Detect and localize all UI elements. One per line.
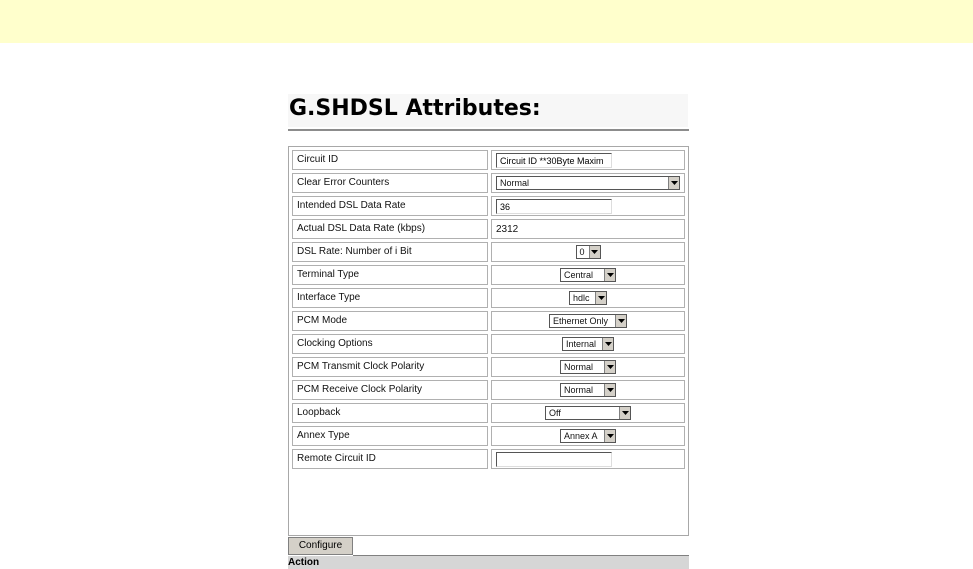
action-section-header: Action — [288, 556, 689, 569]
row-intended-dsl-data-rate — [292, 196, 685, 216]
chevron-down-icon[interactable] — [668, 177, 679, 189]
pcm-mode-value: Ethernet Only — [553, 316, 609, 326]
chevron-down-icon[interactable] — [602, 338, 613, 350]
intended-dsl-data-rate-input[interactable]: 36 — [496, 199, 612, 214]
loopback-value: Off — [549, 408, 561, 418]
row-pcm-transmit-clock-polarity — [292, 357, 685, 377]
interface-type-select[interactable] — [569, 291, 607, 305]
clear-error-counters-select[interactable] — [496, 176, 680, 190]
row-clocking-options — [292, 334, 685, 354]
row-interface-type — [292, 288, 685, 308]
row-pcm-receive-clock-polarity — [292, 380, 685, 400]
row-clear-error-counters — [292, 173, 685, 193]
pcm-mode-label: PCM Mode — [292, 311, 488, 331]
row-actual-dsl-data-rate — [292, 219, 685, 239]
remote-circuit-id-label: Remote Circuit ID — [292, 449, 488, 469]
row-pcm-mode — [292, 311, 685, 331]
row-remote-circuit-id — [292, 449, 685, 469]
remote-circuit-id-input[interactable] — [496, 452, 612, 467]
actual-dsl-data-rate-label: Actual DSL Data Rate (kbps) — [292, 219, 488, 239]
clocking-options-value: Internal — [566, 339, 597, 349]
annex-type-select[interactable] — [560, 429, 616, 443]
row-loopback — [292, 403, 685, 423]
pcm-transmit-clock-polarity-select[interactable] — [560, 360, 616, 374]
configure-button[interactable]: Configure — [288, 537, 353, 555]
terminal-type-label: Terminal Type — [292, 265, 488, 285]
interface-type-label: Interface Type — [292, 288, 488, 308]
chevron-down-icon[interactable] — [615, 315, 626, 327]
chevron-down-icon[interactable] — [595, 292, 606, 304]
top-banner — [0, 0, 973, 43]
pcm-transmit-clock-polarity-label: PCM Transmit Clock Polarity — [292, 357, 488, 377]
row-annex-type — [292, 426, 685, 446]
row-circuit-id — [292, 150, 685, 170]
clear-error-counters-value: Normal — [500, 178, 530, 188]
pcm-receive-clock-polarity-select[interactable] — [560, 383, 616, 397]
interface-type-value: hdlc — [573, 293, 590, 303]
terminal-type-select[interactable] — [560, 268, 616, 282]
pcm-transmit-clock-polarity-value: Normal — [564, 362, 594, 372]
dsl-rate-i-bit-value: 0 — [579, 247, 585, 257]
annex-type-value: Annex A — [564, 431, 598, 441]
circuit-id-input[interactable]: Circuit ID **30Byte Maxim — [496, 153, 612, 168]
title-divider — [288, 129, 689, 131]
clocking-options-label: Clocking Options — [292, 334, 488, 354]
row-dsl-rate-i-bit — [292, 242, 685, 262]
annex-type-label: Annex Type — [292, 426, 488, 446]
actual-dsl-data-rate-value: 2312 — [496, 223, 519, 235]
row-terminal-type — [292, 265, 685, 285]
attributes-panel — [288, 146, 689, 536]
circuit-id-label: Circuit ID — [292, 150, 488, 170]
loopback-select[interactable] — [545, 406, 631, 420]
attributes-table — [289, 147, 688, 472]
clear-error-counters-label: Clear Error Counters — [292, 173, 488, 193]
chevron-down-icon[interactable] — [619, 407, 630, 419]
terminal-type-value: Central — [564, 270, 594, 280]
chevron-down-icon[interactable] — [604, 361, 615, 373]
loopback-label: Loopback — [292, 403, 488, 423]
dsl-rate-i-bit-select[interactable] — [576, 245, 601, 259]
chevron-down-icon[interactable] — [604, 269, 615, 281]
intended-dsl-data-rate-label: Intended DSL Data Rate — [292, 196, 488, 216]
pcm-receive-clock-polarity-label: PCM Receive Clock Polarity — [292, 380, 488, 400]
pcm-mode-select[interactable] — [549, 314, 627, 328]
page-title: G.SHDSL Attributes: — [288, 94, 688, 127]
clocking-options-select[interactable] — [562, 337, 614, 351]
pcm-receive-clock-polarity-value: Normal — [564, 385, 594, 395]
chevron-down-icon[interactable] — [589, 246, 600, 258]
dsl-rate-i-bit-label: DSL Rate: Number of i Bit — [292, 242, 488, 262]
chevron-down-icon[interactable] — [604, 384, 615, 396]
chevron-down-icon[interactable] — [604, 430, 615, 442]
